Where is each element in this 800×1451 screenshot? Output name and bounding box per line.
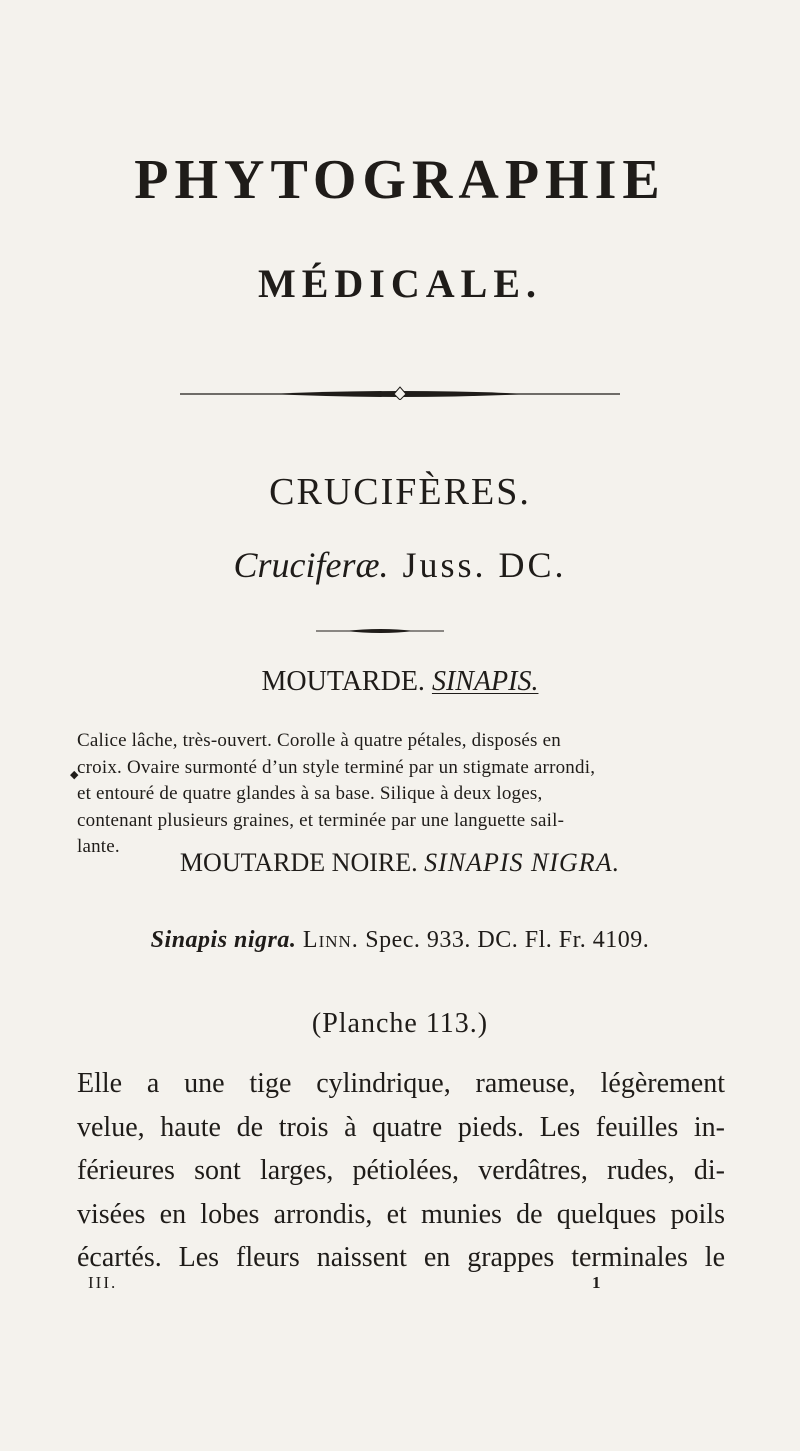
- book-subtitle: MÉDICALE.: [257, 261, 543, 306]
- synonym-reference: Spec. 933. DC. Fl. Fr. 4109.: [365, 927, 650, 953]
- species-latin-name: SINAPIS NIGRA.: [424, 848, 621, 877]
- genus-description-line: contenant plusieurs graines, et terminée par une languette sail-: [77, 809, 565, 831]
- body-line: écartés. Les fleurs naissent en grappes terminales le: [77, 1242, 725, 1273]
- family-authors: Juss. DC.: [402, 545, 567, 585]
- genus-description-line: et entouré de quatre glandes à sa base. Silique à deux loges,: [77, 783, 543, 804]
- synonymy-line: [0, 925, 800, 955]
- plate-reference: (Planche 113.): [311, 1008, 489, 1039]
- family-latin-name: Cruciferæ.: [233, 545, 389, 585]
- body-line: visées en lobes arrondis, et munies de quelques poils: [77, 1198, 725, 1230]
- ornamental-rule-icon: [180, 386, 620, 400]
- genus-french-name: MOUTARDE.: [261, 666, 425, 697]
- genus-description-line: Calice lâche, très-ouvert. Corolle à quatre pétales, disposés en: [77, 730, 561, 751]
- small-rule-icon: [316, 627, 444, 635]
- species-french-name: MOUTARDE NOIRE.: [179, 848, 418, 877]
- family-latin-line: [0, 544, 800, 586]
- book-title: PHYTOGRAPHIE: [134, 149, 666, 211]
- synonym-author: Linn.: [302, 927, 359, 953]
- signature-number: 1: [592, 1273, 601, 1292]
- genus-description-line: lante.: [77, 836, 120, 857]
- body-line: velue, haute de trois à quatre pieds. Les feuilles in-: [77, 1111, 725, 1143]
- genus-description-line: croix. Ovaire surmonté d’un style terminé par un stigmate arrondi,: [77, 756, 596, 778]
- genus-latin-name: SINAPIS.: [431, 666, 539, 697]
- description-paragraph: [77, 1062, 725, 1280]
- synonym-latin: Sinapis nigra.: [150, 927, 297, 953]
- genus-description: [77, 728, 723, 861]
- body-line: férieures sont larges, pétiolées, verdâtres, rudes, di-: [77, 1155, 725, 1186]
- body-line: Elle a une tige cylindrique, rameuse, légèrement: [77, 1068, 725, 1099]
- volume-number: III.: [88, 1273, 118, 1292]
- genus-heading: [0, 665, 800, 699]
- species-heading: [0, 847, 800, 879]
- family-heading: CRUCIFÈRES.: [269, 471, 531, 513]
- print-mark-icon: ◆: [70, 769, 79, 781]
